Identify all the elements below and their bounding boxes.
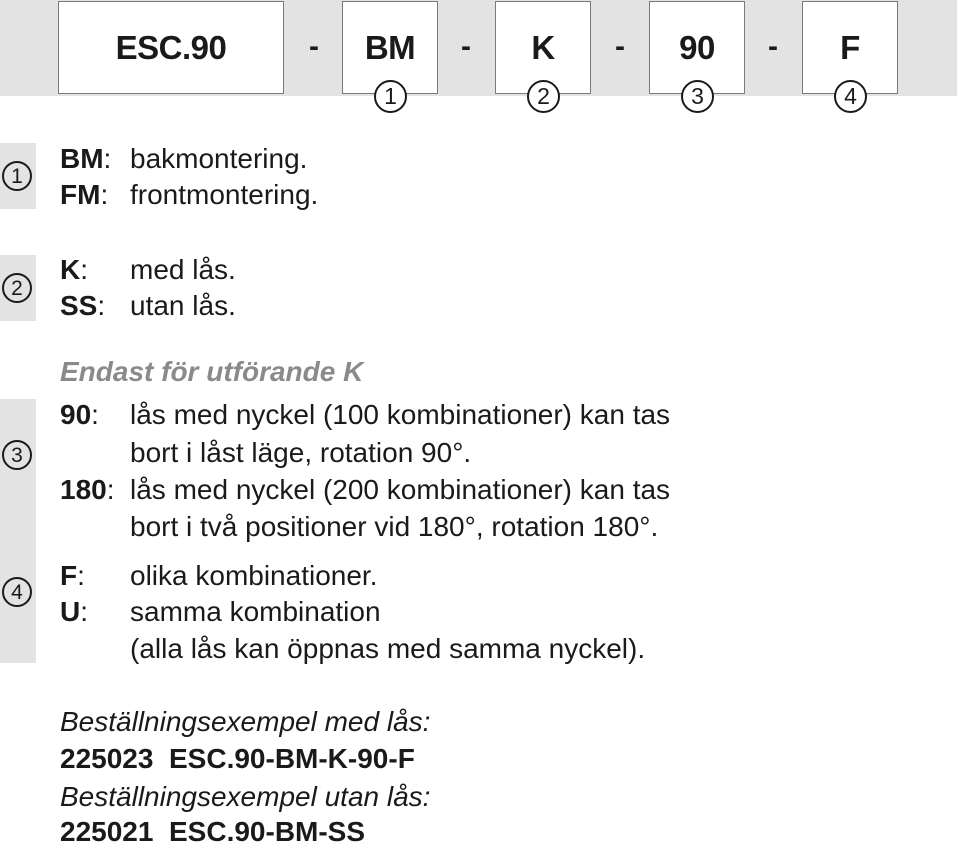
option-ss: SS: utan lås. (60, 288, 105, 324)
marker-2-icon: 2 (527, 80, 560, 113)
marker-3-icon: 3 (2, 440, 32, 470)
option-90: 90: lås med nyckel (100 kombinationer) kan tas (60, 397, 99, 433)
option-u: U: samma kombination (60, 594, 88, 630)
code-base-box: ESC.90 (58, 1, 284, 94)
code-separator: - (615, 30, 625, 63)
option-desc: lås med nyckel (100 kombinationer) kan tas (130, 399, 671, 430)
section-3-bar (0, 399, 36, 549)
option-desc: samma kombination (130, 596, 381, 627)
section-2-bar (0, 255, 36, 321)
note-only-k: Endast för utförande K (60, 356, 364, 387)
code-segment-lock: K (495, 1, 591, 94)
option-desc: lås med nyckel (200 kombinationer) kan tas (130, 474, 671, 505)
example-with-lock-label: Beställningsexempel med lås: (60, 706, 431, 737)
code-separator: - (461, 30, 471, 63)
marker-1-icon: 1 (374, 80, 407, 113)
option-90-continued: bort i låst läge, rotation 90°. (130, 437, 472, 468)
marker-4-icon: 4 (2, 577, 32, 607)
option-f: F: olika kombinationer. (60, 558, 85, 594)
example-without-lock-label: Beställningsexempel utan lås: (60, 781, 431, 812)
option-180-continued: bort i två positioner vid 180°, rotation 180°. (130, 511, 659, 542)
marker-1-icon: 1 (2, 161, 32, 191)
option-fm: FM: frontmontering. (60, 177, 108, 213)
code-segment-mounting: BM (342, 1, 438, 94)
section-4-bar (0, 549, 36, 663)
section-1-bar (0, 143, 36, 209)
code-segment-rotation: 90 (649, 1, 745, 94)
option-desc: frontmontering. (130, 179, 319, 210)
option-bm: BM: bakmontering. (60, 141, 111, 177)
option-u-continued: (alla lås kan öppnas med samma nyckel). (130, 633, 646, 664)
option-k: K: med lås. (60, 252, 88, 288)
option-desc: med lås. (130, 254, 236, 285)
option-desc: utan lås. (130, 290, 236, 321)
option-desc: olika kombinationer. (130, 560, 378, 591)
code-segment-combination: F (802, 1, 898, 94)
marker-3-icon: 3 (681, 80, 714, 113)
code-separator: - (309, 30, 319, 63)
option-desc: bakmontering. (130, 143, 308, 174)
code-separator: - (768, 30, 778, 63)
marker-4-icon: 4 (834, 80, 867, 113)
example-without-lock-code: 225021 ESC.90-BM-SS (60, 816, 366, 847)
example-with-lock-code: 225023 ESC.90-BM-K-90-F (60, 743, 415, 774)
option-180: 180: lås med nyckel (200 kombinationer) kan tas (60, 472, 115, 508)
marker-2-icon: 2 (2, 273, 32, 303)
